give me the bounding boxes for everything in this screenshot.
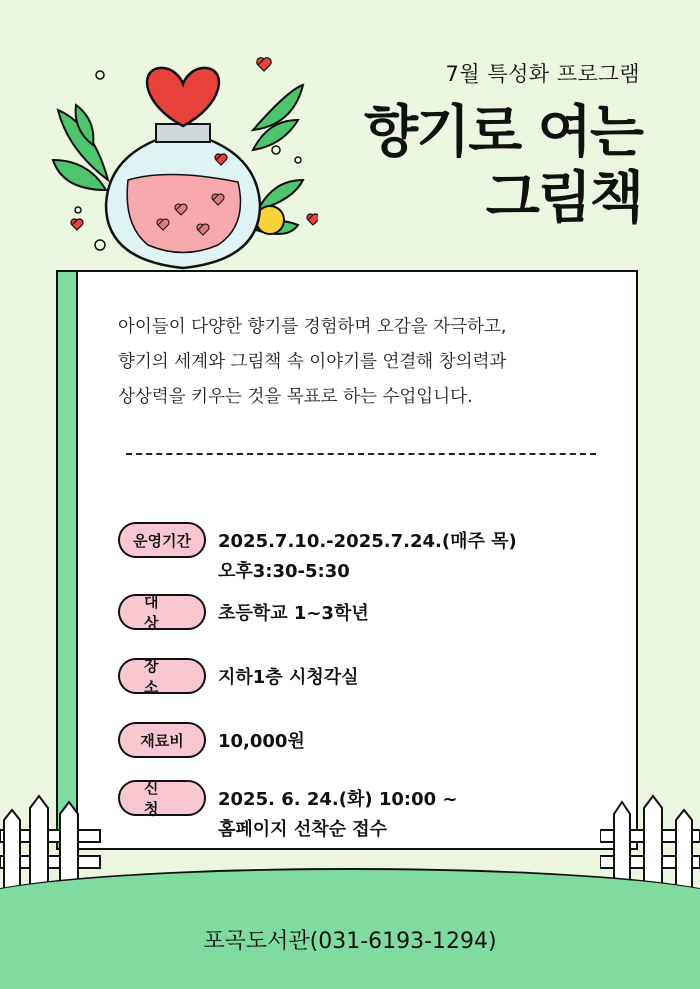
place-value: 지하1층 시청각실 [218, 667, 359, 688]
fee-value: 10,000원 [218, 731, 305, 752]
leaf-icon [53, 105, 108, 190]
perfume-bottle-illustration [48, 50, 318, 275]
period-label: 운영기간 [118, 522, 206, 558]
card-side-tab [56, 270, 78, 850]
fee-label: 재료비 [118, 722, 206, 758]
library-contact: 포곡도서관(031-6193-1294) [203, 929, 497, 954]
dashed-divider [126, 453, 596, 455]
period-value: 2025.7.10.-2025.7.24.(매주 목) 오후3:30-5:30 [218, 531, 517, 582]
intro-text [118, 310, 608, 415]
program-subtitle: 7월 특성화 프로그램 [445, 62, 640, 86]
title-line-2: 그림책 [485, 166, 642, 231]
heart-icon [147, 68, 219, 126]
page-title [364, 100, 642, 232]
intro-line: 상상력을 키우는 것을 목표로 하는 수업입니다. [118, 387, 473, 407]
intro-line: 아이들이 다양한 향기를 경험하며 오감을 자극하고, [118, 317, 507, 337]
target-label: 대 상 [118, 594, 206, 630]
info-card [76, 270, 638, 850]
apply-value: 2025. 6. 24.(화) 10:00 ~ 홈페이지 선착순 접수 [218, 789, 458, 840]
title-line-1: 향기로 여는 [364, 100, 642, 165]
intro-line: 향기의 세계와 그림책 속 이야기를 연결해 창의력과 [118, 352, 507, 372]
apply-label: 신 청 [118, 780, 206, 816]
target-value: 초등학교 1~3학년 [218, 603, 369, 624]
place-label: 장 소 [118, 658, 206, 694]
